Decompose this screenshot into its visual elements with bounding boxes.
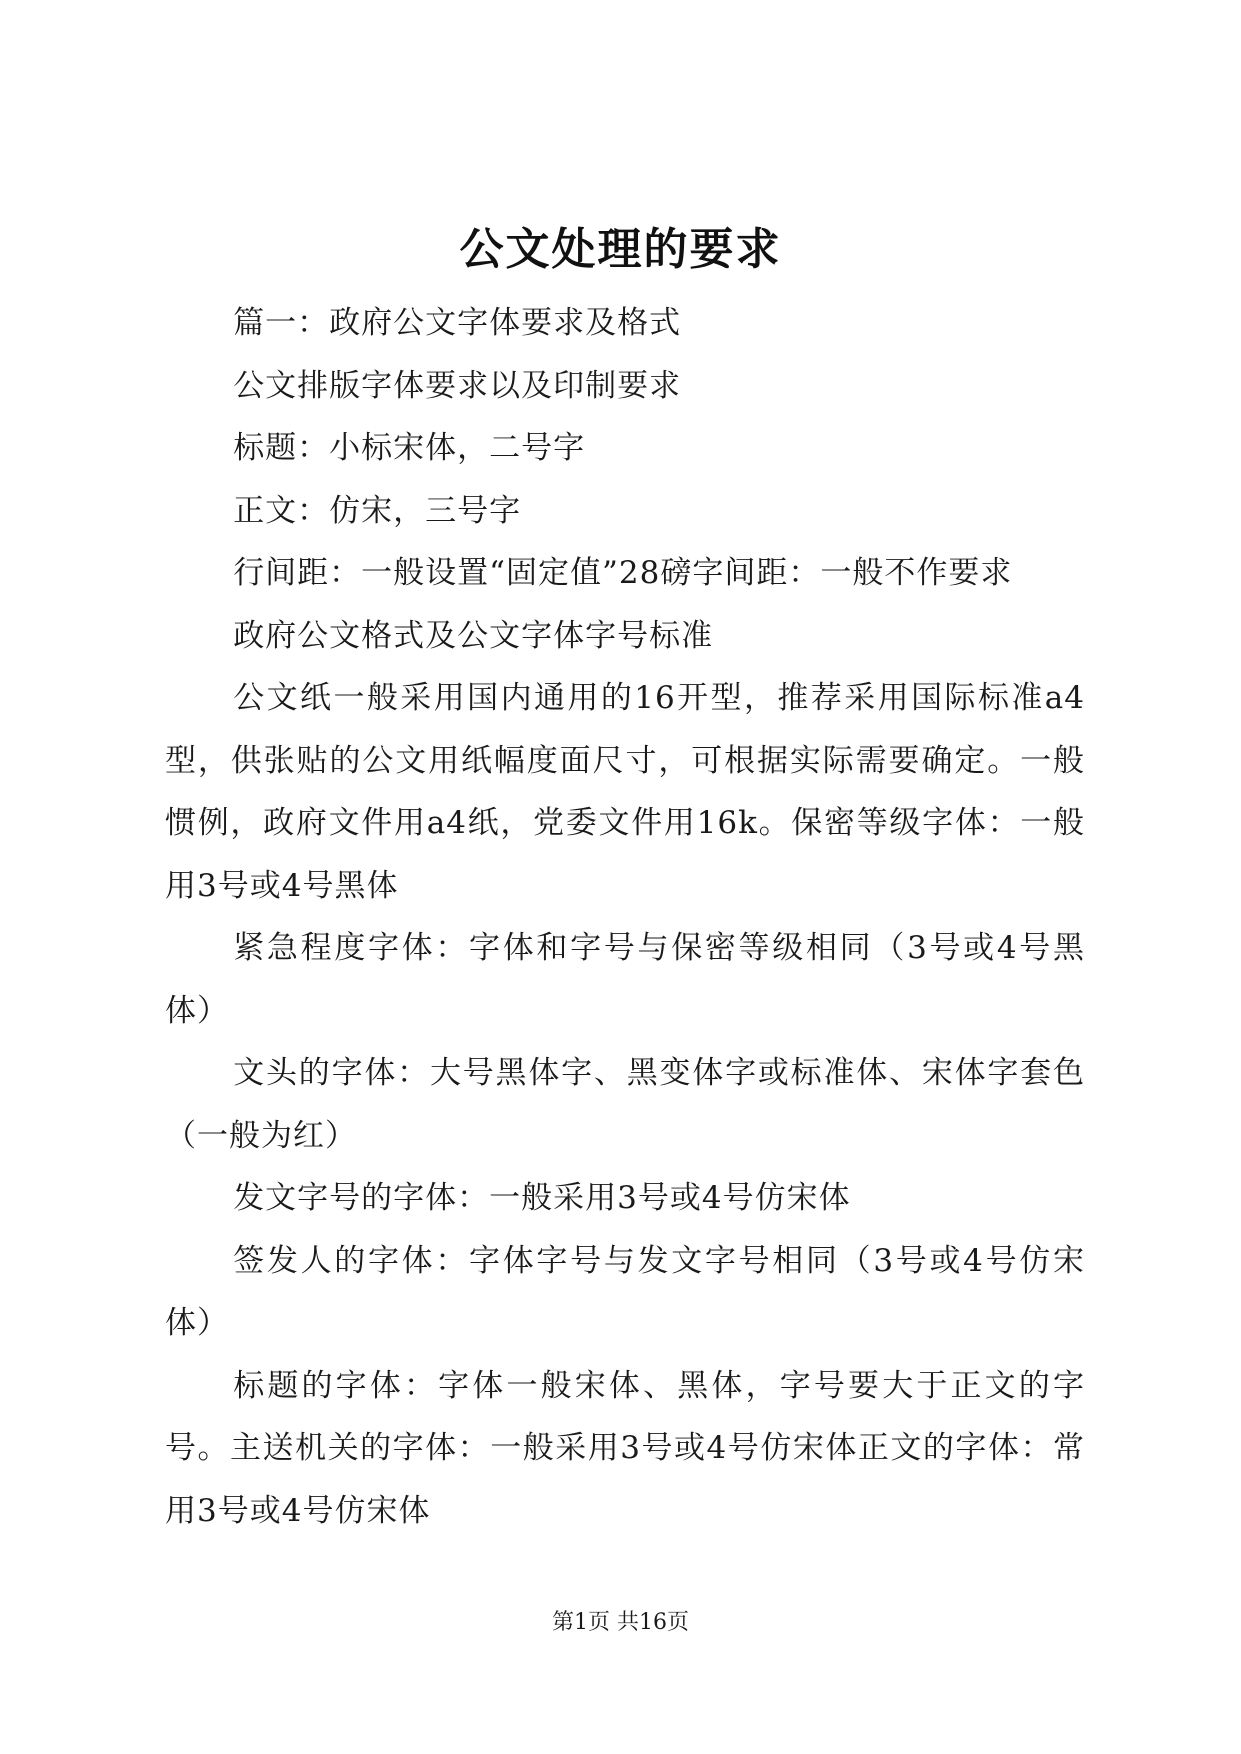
document-body bbox=[165, 292, 1085, 1542]
paragraph: 篇一：政府公文字体要求及格式 bbox=[233, 305, 682, 341]
paragraph: 签发人的字体：字体字号与发文字号相同（3号或4号仿宋体） bbox=[165, 1242, 1085, 1341]
paragraph: 公文纸一般采用国内通用的16开型，推荐采用国际标准a4型，供张贴的公文用纸幅度面尺寸，可根据实际需要确定。一般惯例，政府文件用a4纸，党委文件用16k。保密等级字体：一般用3号或4号黑体 bbox=[165, 680, 1085, 904]
document-title: 公文处理的要求 bbox=[459, 224, 782, 275]
paragraph: 正文：仿宋，三号字 bbox=[233, 492, 522, 529]
paragraph: 公文排版字体要求以及印制要求 bbox=[233, 367, 682, 404]
paragraph: 发文字号的字体：一般采用3号或4号仿宋体 bbox=[233, 1180, 851, 1216]
paragraph: 行间距：一般设置“固定值”28磅字间距：一般不作要求 bbox=[233, 555, 1013, 591]
paragraph: 标题的字体：字体一般宋体、黑体，字号要大于正文的字号。主送机关的字体：一般采用3号或4号仿宋体正文的字体：常用3号或4号仿宋体 bbox=[165, 1367, 1085, 1529]
paragraph: 标题：小标宋体，二号字 bbox=[233, 430, 586, 466]
paragraph: 政府公文格式及公文字体字号标准 bbox=[233, 617, 714, 654]
paragraph: 文头的字体：大号黑体字、黑变体字或标准体、宋体字套色（一般为红） bbox=[165, 1055, 1085, 1154]
page-footer: 第1页 共16页 bbox=[552, 1610, 689, 1635]
paragraph: 紧急程度字体：字体和字号与保密等级相同（3号或4号黑体） bbox=[165, 930, 1085, 1029]
